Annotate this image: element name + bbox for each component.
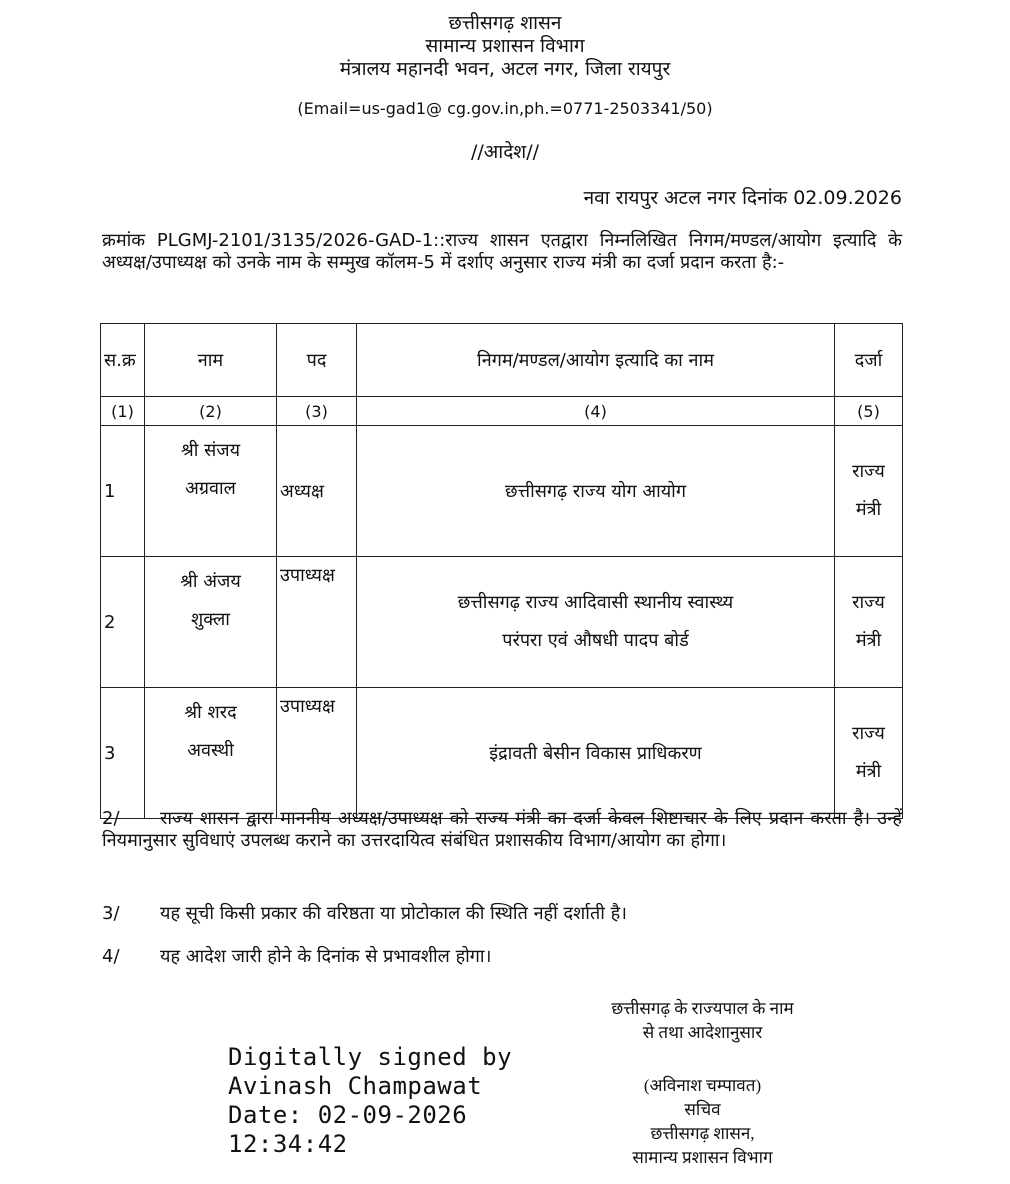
- header-sno: स.क्र: [101, 324, 145, 397]
- order-title: //आदेश//: [470, 141, 540, 163]
- rank-line: राज्य: [852, 723, 885, 744]
- row-name: [145, 426, 277, 557]
- rank-line: मंत्री: [855, 499, 882, 520]
- gov-name: छत्तीसगढ़ शासन: [448, 12, 562, 34]
- org-line: छत्तीसगढ़ राज्य योग आयोग: [505, 481, 686, 502]
- row-sno: 1: [101, 426, 145, 557]
- department-name: सामान्य प्रशासन विभाग: [425, 35, 585, 57]
- table-header-row: [101, 324, 903, 397]
- point-number: 2/: [102, 808, 120, 829]
- row-organization: [357, 688, 835, 819]
- point-number: 4/: [102, 946, 120, 967]
- row-post: उपाध्यक्ष: [277, 688, 357, 819]
- org-line: परंपरा एवं औषधी पादप बोर्ड: [502, 630, 689, 651]
- row-sno: 3: [101, 688, 145, 819]
- row-name: [145, 557, 277, 688]
- signature-authority: [560, 997, 845, 1045]
- point-number: 3/: [102, 903, 120, 924]
- row-rank: [835, 688, 903, 819]
- rank-line: मंत्री: [855, 630, 882, 651]
- row-rank: [835, 426, 903, 557]
- point-2: [102, 808, 902, 852]
- point-text: यह आदेश जारी होने के दिनांक से प्रभावशील होगा।: [160, 946, 492, 967]
- org-line: इंद्रावती बेसीन विकास प्राधिकरण: [489, 743, 702, 764]
- org-line: छत्तीसगढ़ राज्य आदिवासी स्थानीय स्वास्थ्य: [457, 592, 734, 613]
- signatory-office: सामान्य प्रशासन विभाग: [632, 1148, 773, 1167]
- signatory-name: (अविनाश चम्पावत): [643, 1076, 762, 1095]
- table-row: [101, 426, 903, 557]
- name-line: श्री अंजय: [180, 571, 241, 592]
- intro-paragraph: क्रमांक PLGMJ-2101/3135/2026-GAD-1::राज्य शासन एतद्वारा निम्नलिखित निगम/मण्डल/आयोग इत्यादि के अध्यक्ष/उपाध्यक्ष को उनके नाम के सम्मुख कॉलम-5 में दर्शाए अनुसार राज्य मंत्री का दर्जा प्रदान करता है:-: [102, 230, 902, 273]
- signatory-office: छत्तीसगढ़ शासन,: [650, 1124, 755, 1143]
- point-3: [102, 903, 902, 925]
- table-row: [101, 688, 903, 819]
- digital-sign-line: Date: 02-09-2026: [228, 1101, 468, 1129]
- header-name: नाम: [145, 324, 277, 397]
- rank-line: मंत्री: [855, 761, 882, 782]
- header-post: पद: [277, 324, 357, 397]
- name-line: श्री संजय: [180, 440, 241, 461]
- col-num: (4): [357, 397, 835, 426]
- header-organization: निगम/मण्डल/आयोग इत्यादि का नाम: [357, 324, 835, 397]
- point-text: यह सूची किसी प्रकार की वरिष्ठता या प्रोटोकाल की स्थिति नहीं दर्शाती है।: [160, 903, 627, 924]
- digital-sign-line: 12:34:42: [228, 1130, 348, 1158]
- row-name: [145, 688, 277, 819]
- contact-info: (Email=us-gad1@ cg.gov.in,ph.=0771-2503341/50): [297, 99, 713, 118]
- name-line: अवस्थी: [187, 740, 234, 761]
- row-post: उपाध्यक्ष: [277, 557, 357, 688]
- appointments-table: [100, 323, 903, 819]
- row-sno: 2: [101, 557, 145, 688]
- digital-sign-line: Digitally signed by: [228, 1043, 513, 1071]
- point-4: [102, 946, 902, 968]
- col-num: (5): [835, 397, 903, 426]
- digital-sign-line: Avinash Champawat: [228, 1072, 483, 1100]
- signatory-designation: सचिव: [684, 1100, 721, 1119]
- column-number-row: [101, 397, 903, 426]
- on-behalf-line: से तथा आदेशानुसार: [642, 1023, 763, 1042]
- name-line: अग्रवाल: [185, 478, 236, 499]
- office-address: मंत्रालय महानदी भवन, अटल नगर, जिला रायपुर: [339, 58, 671, 80]
- rank-line: राज्य: [852, 461, 885, 482]
- signatory-details: [560, 1074, 845, 1170]
- rank-line: राज्य: [852, 592, 885, 613]
- on-behalf-line: छत्तीसगढ़ के राज्यपाल के नाम: [611, 999, 794, 1018]
- header-rank: दर्जा: [835, 324, 903, 397]
- col-num: (2): [145, 397, 277, 426]
- col-num: (1): [101, 397, 145, 426]
- order-date: नवा रायपुर अटल नगर दिनांक 02.09.2026: [583, 187, 902, 209]
- row-organization: [357, 426, 835, 557]
- row-rank: [835, 557, 903, 688]
- row-organization: [357, 557, 835, 688]
- name-line: शुक्ला: [191, 609, 230, 630]
- table-row: [101, 557, 903, 688]
- row-post: अध्यक्ष: [277, 426, 357, 557]
- name-line: श्री शरद: [184, 702, 237, 723]
- col-num: (3): [277, 397, 357, 426]
- digital-signature: [228, 1043, 512, 1159]
- point-text: राज्य शासन द्वारा माननीय अध्यक्ष/उपाध्यक्ष को राज्य मंत्री का दर्जा केवल शिष्टाचार के लिए प्रदान करता है। उन्हें नियमानुसार सुविधाएं उपलब्ध कराने का उत्तरदायित्व संबंधित प्रशासकीय विभाग/आयोग का होगा।: [102, 808, 902, 851]
